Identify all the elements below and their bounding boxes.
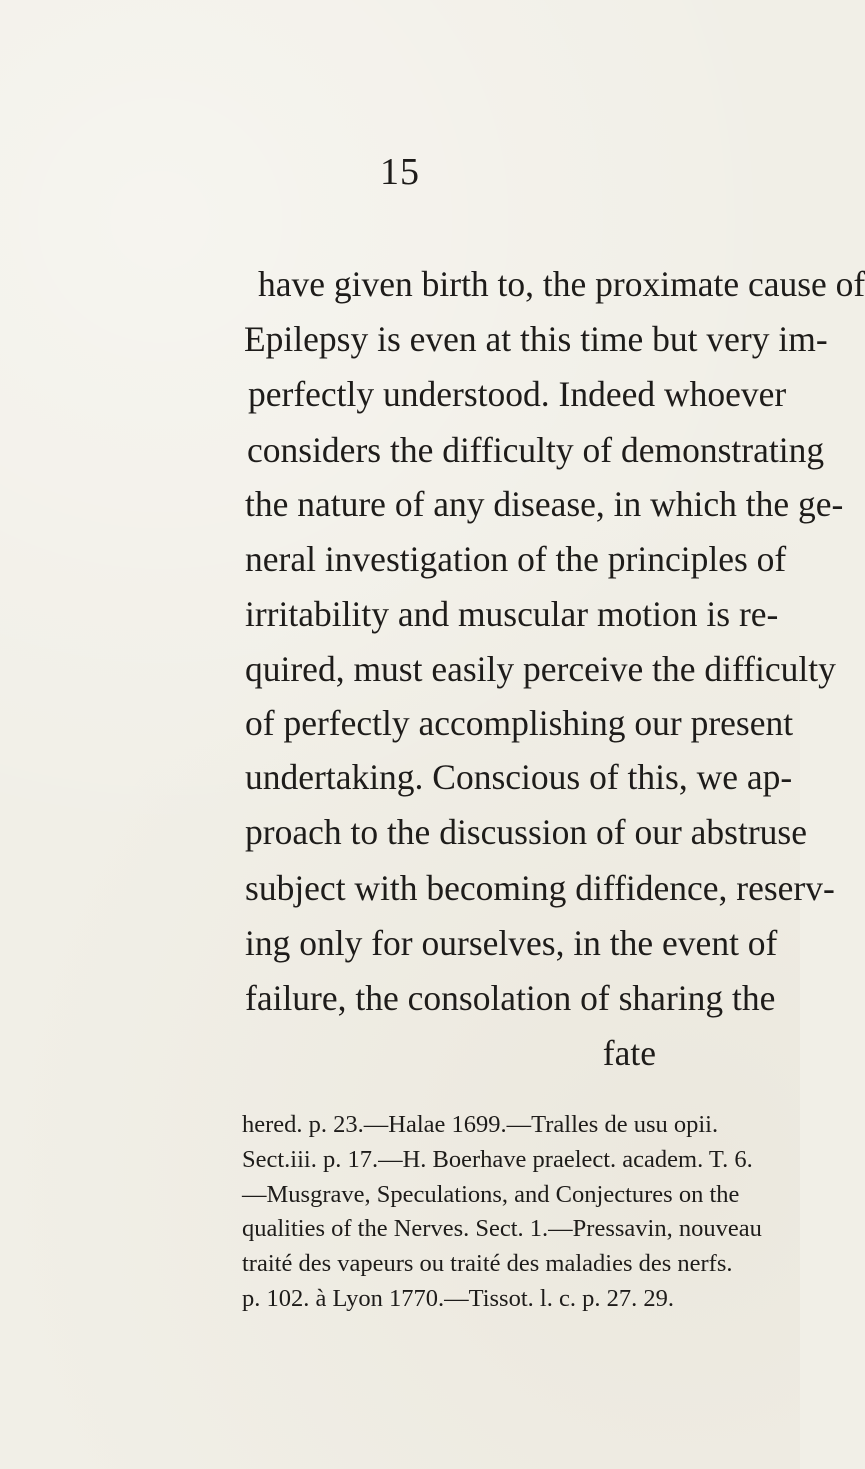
text-line: considers the difficulty of demonstrating — [247, 430, 825, 470]
text-line: of perfectly accomplishing our present — [245, 703, 794, 743]
text-line: the nature of any disease, in which the ge- — [245, 484, 844, 524]
text-line: undertaking. Conscious of this, we ap- — [245, 757, 793, 797]
text-line: have given birth to, the proximate cause of — [258, 264, 865, 304]
text-line: subject with becoming diffidence, reserv- — [245, 868, 835, 908]
text-line: proach to the discussion of our abstruse — [245, 812, 807, 852]
text-line: irritability and muscular motion is re- — [245, 594, 779, 634]
footnote-line: —Musgrave, Speculations, and Conjectures on the — [242, 1181, 740, 1208]
text-line: Epilepsy is even at this time but very im- — [244, 319, 828, 359]
footnote-line: qualities of the Nerves. Sect. 1.—Pressavin, nouveau — [242, 1215, 762, 1242]
text-line: neral investigation of the principles of — [245, 539, 787, 579]
footnote-line: traité des vapeurs ou traité des maladies des nerfs. — [242, 1250, 733, 1277]
text-line: failure, the consolation of sharing the — [245, 978, 776, 1018]
footnote-line: p. 102. à Lyon 1770.—Tissot. l. c. p. 27. 29. — [242, 1285, 674, 1312]
text-line: ing only for ourselves, in the event of — [245, 923, 778, 963]
text-line: perfectly understood. Indeed whoever — [248, 374, 787, 414]
text-line-catchword: fate — [602, 1033, 656, 1073]
page-number: 15 — [380, 151, 420, 193]
footnote-line: Sect.iii. p. 17.—H. Boerhave praelect. academ. T. 6. — [242, 1146, 753, 1173]
footnote-line: hered. p. 23.—Halae 1699.—Tralles de usu opii. — [242, 1111, 719, 1138]
text-line: quired, must easily perceive the difficulty — [245, 649, 836, 689]
